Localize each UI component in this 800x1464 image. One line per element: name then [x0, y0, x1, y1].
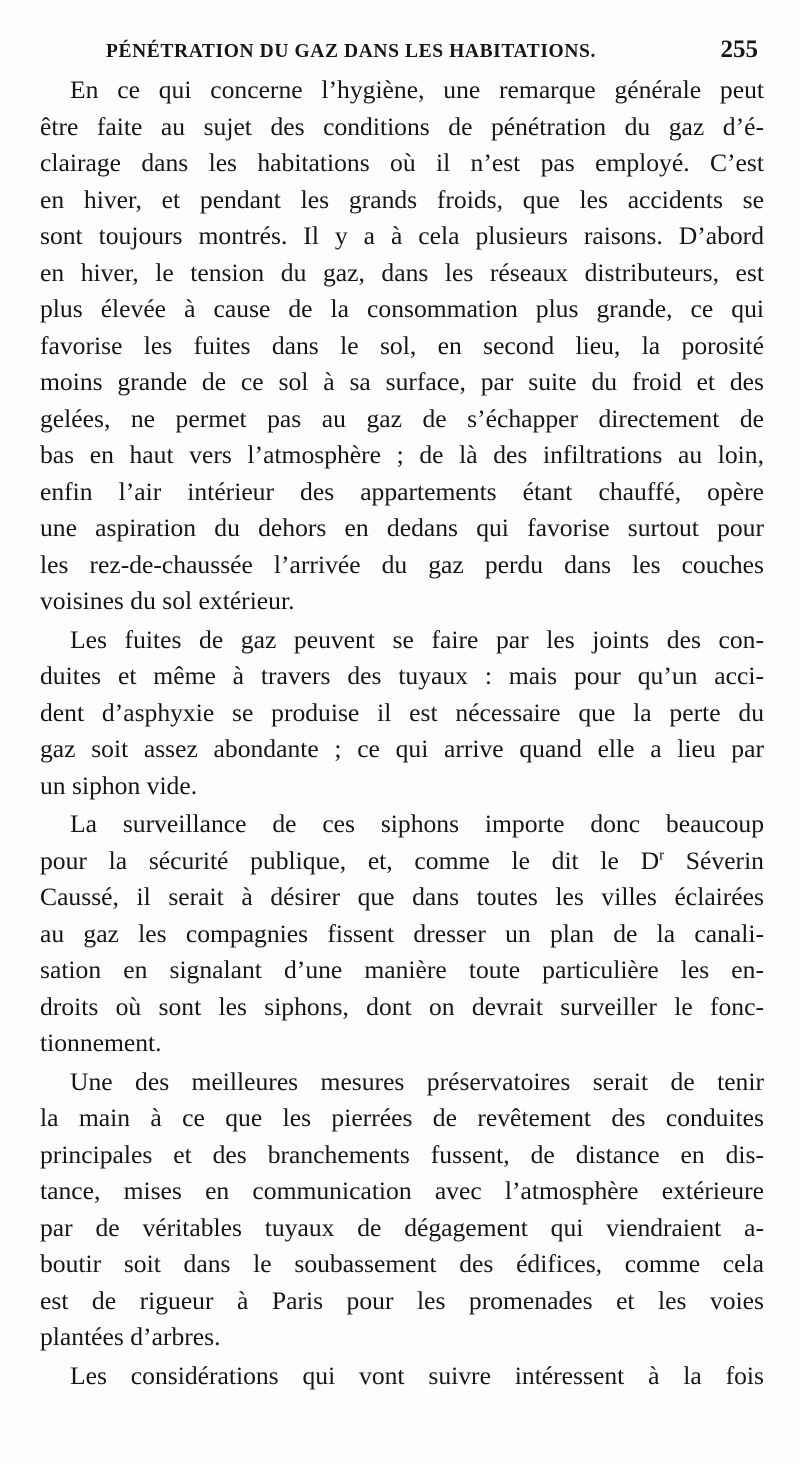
text-line — [40, 843, 764, 880]
text-fragment: pour la sécurité publique, et, comme le dit le D — [40, 845, 660, 875]
running-title: PÉNÉTRATION DU GAZ DANS LES HABITATIONS. — [106, 41, 596, 62]
text-line: dent d’asphyxie se produise il est nécessaire que la perte du — [40, 697, 764, 727]
paragraph — [40, 1064, 764, 1356]
text-line: Une des meilleures mesures préservatoires serait de tenir — [70, 1066, 764, 1096]
text-line: gaz soit assez abondante ; ce qui arrive quand elle a lieu par — [40, 734, 764, 763]
text-line: duites et même à travers des tuyaux : mais pour qu’un acci- — [40, 661, 764, 690]
doctor-superscript: r — [659, 846, 665, 863]
text-line: clairage dans les habitations où il n’est pas employé. C’est — [40, 148, 764, 177]
paragraph — [40, 72, 764, 620]
text-line: gelées, ne permet pas au gaz de s’échapper directement de — [40, 403, 764, 433]
text-line: sation en signalant d’une manière toute particulière les en- — [40, 955, 764, 984]
text-line: sont toujours montrés. Il y a à cela plusieurs raisons. D’abord — [40, 221, 764, 250]
paragraph — [40, 806, 764, 1062]
text-line: une aspiration du dehors en dedans qui favorise surtout pour — [40, 513, 764, 542]
text-line: boutir soit dans le soubassement des édifices, comme cela — [40, 1249, 764, 1278]
text-line: tance, mises en communication avec l’atmosphère extérieure — [40, 1176, 764, 1205]
text-line: en hiver, et pendant les grands froids, que les accidents se — [40, 184, 764, 214]
text-line: la main à ce que les pierrées de revêtement des conduites — [40, 1103, 764, 1132]
text-line: La surveillance de ces siphons importe donc beaucoup — [70, 809, 764, 838]
text-line: un siphon vide. — [40, 770, 198, 800]
text-line: plantées d’arbres. — [40, 1322, 221, 1351]
text-line: les rez-de-chaussée l’arrivée du gaz perdu dans les couches — [40, 549, 764, 579]
page-number: 255 — [720, 36, 758, 63]
text-line: droits où sont les siphons, dont on devrait surveiller le fonc- — [40, 991, 764, 1021]
text-line: tionnement. — [40, 1028, 162, 1057]
text-line: au gaz les compagnies fissent dresser un plan de la canali- — [40, 918, 764, 948]
text-line: voisines du sol extérieur. — [40, 586, 295, 615]
text-line: être faite au sujet des conditions de pénétration du gaz d’é- — [40, 111, 764, 141]
text-line: moins grande de ce sol à sa surface, par suite du froid et des — [40, 367, 764, 396]
text-line: En ce qui concerne l’hygiène, une remarque générale peut — [70, 75, 764, 104]
text-line: Caussé, il serait à désirer que dans toutes les villes éclairées — [40, 882, 764, 911]
text-line: est de rigueur à Paris pour les promenades et les voies — [40, 1285, 764, 1315]
text-line: Les fuites de gaz peuvent se faire par les joints des con- — [70, 624, 764, 654]
running-head — [40, 36, 764, 72]
paragraph — [40, 622, 764, 805]
text-line: enfin l’air intérieur des appartements étant chauffé, opère — [40, 476, 764, 506]
text-line: par de véritables tuyaux de dégagement qui viendraient a- — [40, 1212, 764, 1242]
text-line: en hiver, le tension du gaz, dans les réseaux distributeurs, est — [40, 257, 764, 287]
doctor-name: Séverin — [664, 845, 764, 875]
paragraph — [40, 1358, 764, 1395]
text-line: bas en haut vers l’atmosphère ; de là des infiltrations au loin, — [40, 440, 764, 469]
text-line: Les considérations qui vont suivre intéressent à la fois — [70, 1360, 764, 1390]
text-line: favorise les fuites dans le sol, en second lieu, la porosité — [40, 330, 764, 360]
text-line: principales et des branchements fussent, de distance en dis- — [40, 1139, 764, 1169]
body-text — [40, 72, 764, 1394]
text-line: plus élevée à cause de la consommation plus grande, ce qui — [40, 294, 764, 323]
